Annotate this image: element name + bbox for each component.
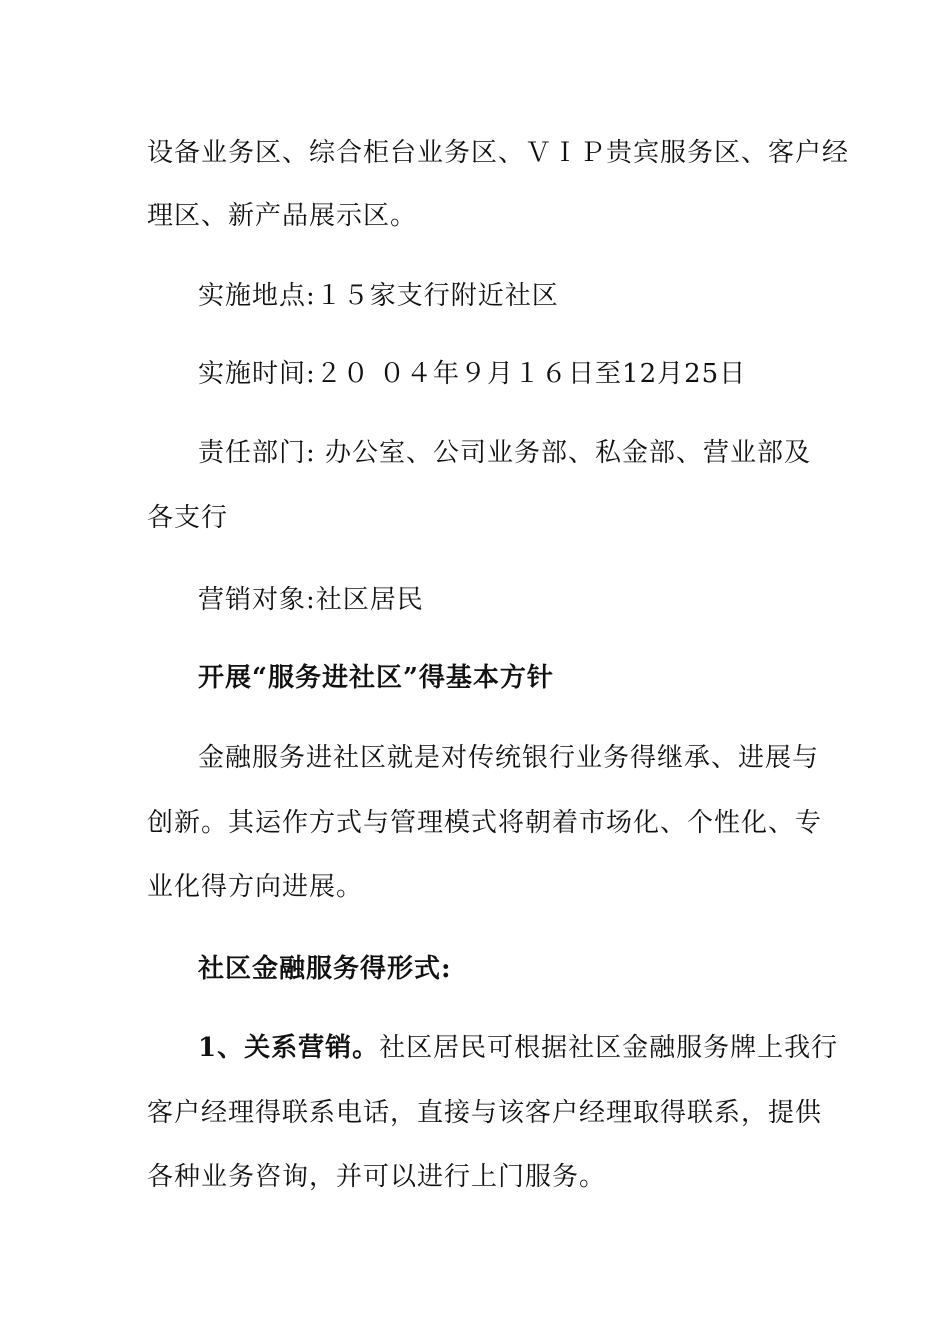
paragraph-relationship-line-3: 各种业务咨询，并可以进行上门服务。 [147, 1162, 607, 1192]
section-heading-forms: 社区金融服务得形式: [198, 954, 452, 984]
marketing-target: 营销对象:社区居民 [198, 585, 424, 615]
paragraph-policy-line-2: 创新。其运作方式与管理模式将朝着市场化、个性化、专 [147, 808, 823, 838]
relationship-marketing-lead: 1、关系营销。 [198, 1033, 380, 1063]
paragraph-zones-line-1: 设备业务区、综合柜台业务区、ＶＩＰ贵宾服务区、客户经 [147, 138, 850, 168]
responsible-department-line-2: 各支行 [147, 503, 229, 533]
relationship-marketing-text: 社区居民可根据社区金融服务牌上我行 [379, 1033, 839, 1063]
responsible-department-line-1: 责任部门: 办公室、公司业务部、私金部、营业部及 [198, 438, 812, 468]
paragraph-zones-line-2: 理区、新产品展示区。 [147, 201, 418, 231]
paragraph-policy-line-3: 业化得方向进展。 [147, 872, 364, 902]
section-heading-policy: 开展“服务进社区”得基本方针 [198, 663, 554, 693]
paragraph-policy-line-1: 金融服务进社区就是对传统银行业务得继承、进展与 [198, 743, 820, 773]
implementation-time: 实施时间:２０ ０４年９月１６日至12月25日 [198, 359, 747, 389]
implementation-location: 实施地点:１５家支行附近社区 [198, 281, 559, 311]
paragraph-relationship-line-2: 客户经理得联系电话，直接与该客户经理取得联系，提供 [147, 1098, 823, 1128]
paragraph-relationship-line-1 [198, 1031, 838, 1065]
